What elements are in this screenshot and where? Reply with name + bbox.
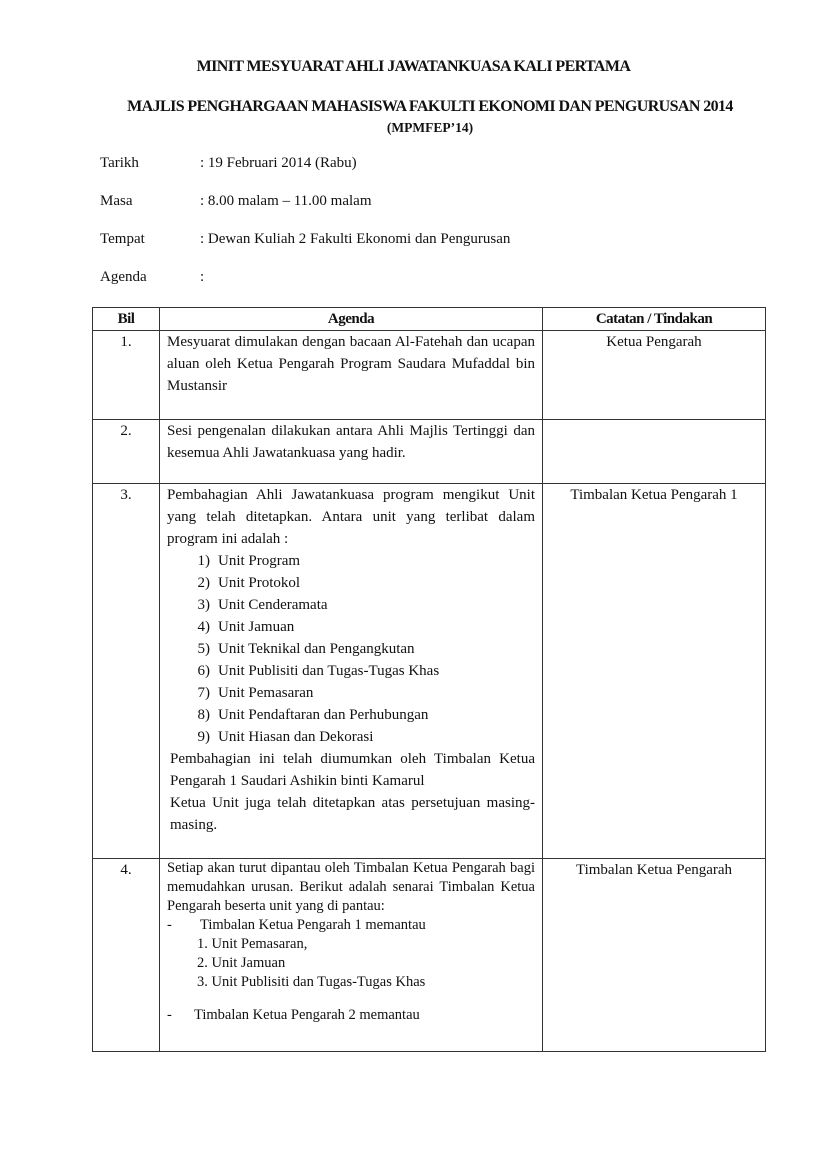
dash-marker: - bbox=[167, 1007, 172, 1023]
list-number: 4) bbox=[197, 619, 210, 635]
row-number: 3. bbox=[93, 484, 160, 859]
row-catatan: Timbalan Ketua Pengarah bbox=[543, 859, 766, 1052]
document-title: MINIT MESYUARAT AHLI JAWATANKUASA KALI PERTAMA bbox=[196, 58, 631, 75]
meta-value: : bbox=[200, 269, 205, 285]
row-number: 4. bbox=[93, 859, 160, 1052]
row-intro: Setiap akan turut dipantau oleh Timbalan Ketua Pengarah bagi memudahkan urusan. Berikut adalah senarai Timbalan Ketua Pengarah beserta unit yang di pantau: bbox=[167, 860, 535, 914]
list-number: 8) bbox=[197, 707, 210, 723]
list-text: Unit Protokol bbox=[218, 575, 301, 591]
list-item bbox=[167, 616, 535, 638]
meta-label: Masa bbox=[100, 193, 133, 209]
header-agenda: Agenda bbox=[160, 308, 543, 331]
subtitle-main: MAJLIS PENGHARGAAN MAHASISWA FAKULTI EKONOMI DAN PENGURUSAN 2014 bbox=[127, 98, 733, 115]
meta-value: : 8.00 malam – 11.00 malam bbox=[200, 193, 372, 209]
row-outro: Ketua Unit juga telah ditetapkan atas persetujuan masing-masing. bbox=[170, 795, 535, 833]
agenda-table bbox=[92, 307, 766, 1052]
tkp2-text: Timbalan Ketua Pengarah 2 memantau bbox=[194, 1007, 420, 1023]
table-row bbox=[93, 859, 766, 1052]
meta-value: : Dewan Kuliah 2 Fakulti Ekonomi dan Pengurusan bbox=[200, 231, 511, 247]
table-row bbox=[93, 484, 766, 859]
list-text: Unit Program bbox=[218, 553, 301, 569]
meta-value: : 19 Februari 2014 (Rabu) bbox=[200, 155, 357, 171]
row-outro: Pembahagian ini telah diumumkan oleh Timbalan Ketua Pengarah 1 Saudari Ashikin binti Kamarul bbox=[170, 751, 535, 789]
unit-list bbox=[167, 550, 535, 748]
meta-label: Tarikh bbox=[100, 155, 139, 171]
list-number: 7) bbox=[197, 685, 210, 701]
meta-agenda bbox=[100, 269, 204, 286]
list-number: 1) bbox=[197, 553, 210, 569]
table-header-row bbox=[93, 308, 766, 331]
tkp1-text: Timbalan Ketua Pengarah 1 memantau bbox=[200, 917, 426, 933]
list-text: Unit Publisiti dan Tugas-Tugas Khas bbox=[218, 663, 440, 679]
list-item bbox=[167, 572, 535, 594]
list-item: 1. Unit Pemasaran, bbox=[197, 936, 308, 952]
list-number: 9) bbox=[197, 729, 210, 745]
row-number: 2. bbox=[93, 420, 160, 484]
list-number: 6) bbox=[197, 663, 210, 679]
row-agenda bbox=[160, 484, 543, 859]
meta-label: Agenda bbox=[100, 269, 147, 285]
tkp2-heading bbox=[167, 1006, 535, 1025]
row-agenda: Sesi pengenalan dilakukan antara Ahli Majlis Tertinggi dan kesemua Ahli Jawatankuasa yang hadir. bbox=[160, 420, 543, 484]
list-text: Unit Cenderamata bbox=[218, 597, 328, 613]
header-bil: Bil bbox=[93, 308, 160, 331]
list-item bbox=[167, 704, 535, 726]
row-intro: Pembahagian Ahli Jawatankuasa program mengikut Unit yang telah ditetapkan. Antara unit yang terlibat dalam program ini adalah : bbox=[167, 487, 535, 547]
tkp1-heading bbox=[167, 916, 535, 935]
table-row bbox=[93, 420, 766, 484]
list-text: Unit Teknikal dan Pengangkutan bbox=[218, 641, 415, 657]
list-item bbox=[167, 594, 535, 616]
list-item bbox=[167, 682, 535, 704]
list-text: Unit Pemasaran bbox=[218, 685, 314, 701]
table-row bbox=[93, 331, 766, 420]
dash-marker: - bbox=[167, 917, 172, 933]
list-text: Unit Jamuan bbox=[218, 619, 295, 635]
list-item: 2. Unit Jamuan bbox=[197, 955, 286, 971]
list-item: 3. Unit Publisiti dan Tugas-Tugas Khas bbox=[197, 974, 426, 990]
subtitle-abbreviation: (MPMFEP’14) bbox=[386, 120, 474, 135]
meta-masa bbox=[100, 193, 372, 210]
list-number: 5) bbox=[197, 641, 210, 657]
row-catatan: Timbalan Ketua Pengarah 1 bbox=[543, 484, 766, 859]
row-agenda: Mesyuarat dimulakan dengan bacaan Al-Fatehah dan ucapan aluan oleh Ketua Pengarah Program Saudara Mufaddal bin Mustansir bbox=[160, 331, 543, 420]
row-agenda bbox=[160, 859, 543, 1052]
meta-tempat bbox=[100, 231, 510, 248]
list-text: Unit Pendaftaran dan Perhubungan bbox=[218, 707, 429, 723]
list-text: Unit Hiasan dan Dekorasi bbox=[218, 729, 374, 745]
row-catatan bbox=[543, 420, 766, 484]
header-catatan: Catatan / Tindakan bbox=[543, 308, 766, 331]
meta-label: Tempat bbox=[100, 231, 145, 247]
list-item bbox=[167, 726, 535, 748]
list-number: 2) bbox=[197, 575, 210, 591]
list-item bbox=[167, 660, 535, 682]
list-item bbox=[167, 550, 535, 572]
row-catatan: Ketua Pengarah bbox=[543, 331, 766, 420]
list-item bbox=[167, 638, 535, 660]
meta-tarikh bbox=[100, 155, 357, 172]
spacer bbox=[167, 992, 535, 1006]
list-number: 3) bbox=[197, 597, 210, 613]
document-subtitle bbox=[105, 96, 755, 138]
row-number: 1. bbox=[93, 331, 160, 420]
